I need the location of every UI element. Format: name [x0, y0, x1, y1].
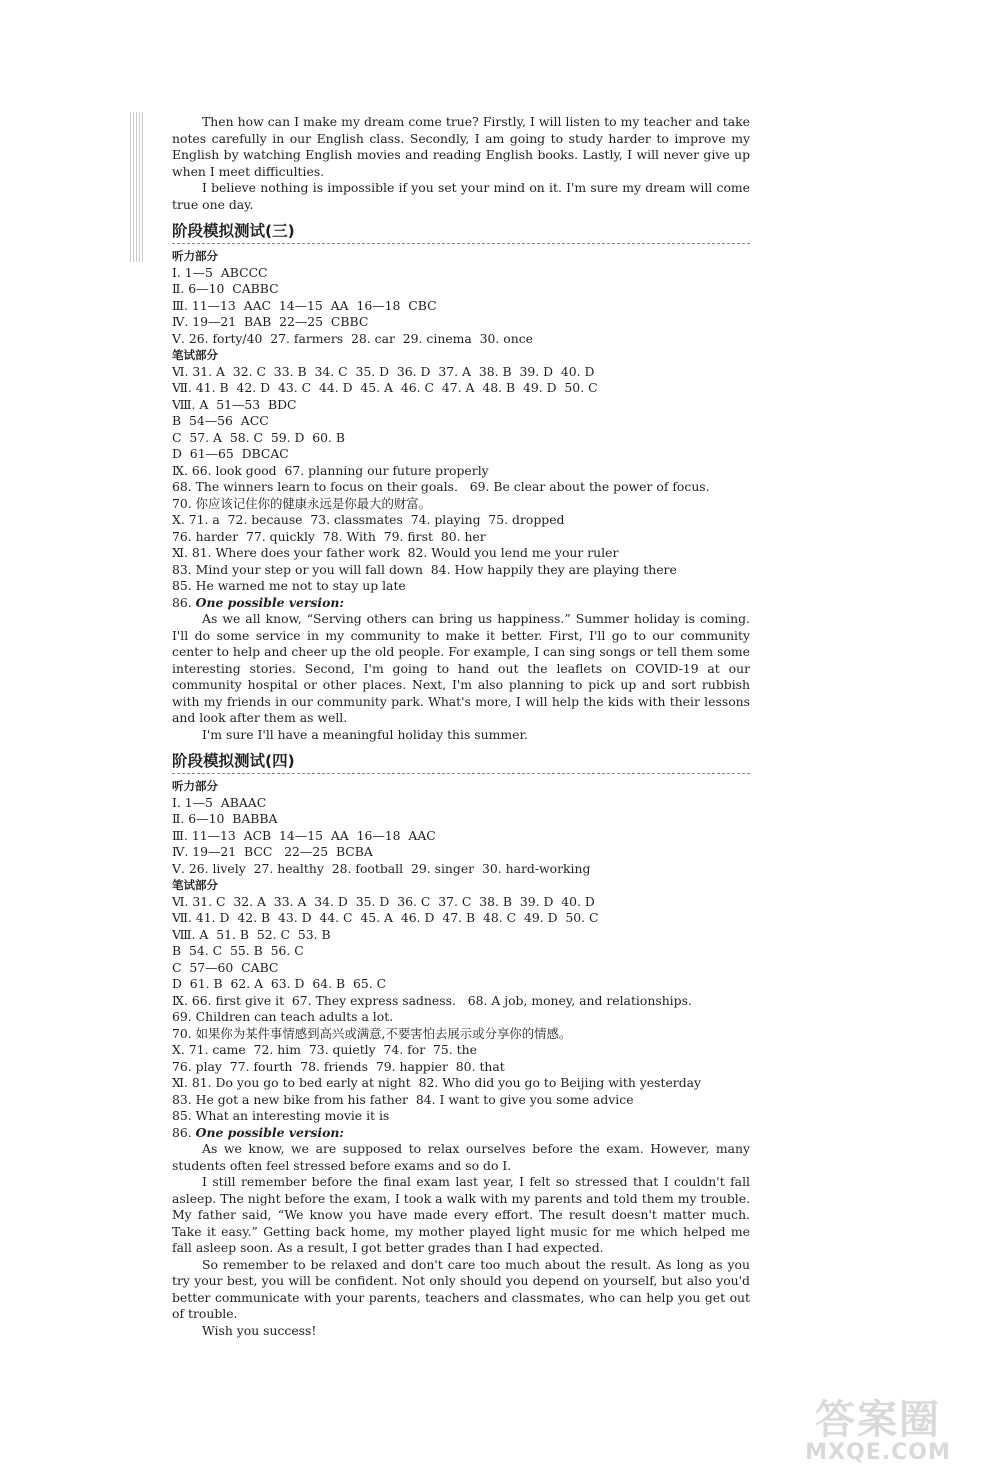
watermark-top-text: 答案圈	[815, 1397, 941, 1443]
answer-line: 76. play 77. fourth 78. friends 79. happier 80. that	[172, 1058, 505, 1074]
test-3-section	[172, 221, 750, 743]
answer-line: Ⅰ. 1—5 ABCCC	[172, 264, 268, 280]
answer-line: C 57. A 58. C 59. D 60. B	[172, 429, 346, 445]
watermark-logo	[778, 1397, 978, 1465]
answer-line: 69. Children can teach adults a lot.	[172, 1009, 394, 1024]
test-3-listening-label: 听力部分	[172, 249, 218, 263]
answer-line: Ⅷ. A 51. B 52. C 53. B	[172, 926, 331, 942]
essay-paragraph: As we know, we are supposed to relax ourselves before the exam. However, many students often feel stressed before exams and so do I.	[172, 1141, 750, 1173]
answer-line: Ⅰ. 1—5 ABAAC	[172, 794, 267, 810]
answer-line: Ⅴ. 26. lively 27. healthy 28. football 29. singer 30. hard-working	[172, 860, 591, 876]
intro-paragraph-1: Then how can I make my dream come true? Firstly, I will listen to my teacher and take notes carefully in our English class. Secondly, I am going to study harder to improve my English by watching English movies and reading English books. Lastly, I will never give up when I meet difficulties.	[172, 114, 750, 179]
answer-line: Ⅲ. 11—13 AAC 14—15 AA 16—18 CBC	[172, 297, 437, 313]
answer-line: 83. Mind your step or you will fall down 84. How happily they are playing there	[172, 561, 677, 577]
answer-line: 85. What an interesting movie it is	[172, 1108, 390, 1123]
section-divider	[172, 773, 750, 774]
test-3-title: 阶段模拟测试(三)	[172, 222, 295, 240]
essay-paragraph: I'm sure I'll have a meaningful holiday this summer.	[202, 726, 528, 742]
answer-line: 68. The winners learn to focus on their goals. 69. Be clear about the power of focus.	[172, 479, 710, 494]
answer-line: Ⅶ. 41. D 42. B 43. D 44. C 45. A 46. D 47. B 48. C 49. D 50. C	[172, 910, 599, 925]
answer-line: Ⅺ. 81. Where does your father work 82. Would you lend me your ruler	[172, 545, 619, 560]
essay-version-label: One possible version:	[195, 594, 344, 610]
essay-number: 86.	[172, 1124, 192, 1140]
answer-line: B 54—56 ACC	[172, 413, 269, 428]
answer-line: Ⅴ. 26. forty/40 27. farmers 28. car 29. cinema 30. once	[172, 330, 534, 346]
intro-paragraph-2: I believe nothing is impossible if you set your mind on it. I'm sure my dream will come true one day.	[172, 180, 750, 212]
essay-number: 86.	[172, 594, 192, 610]
answer-line: Ⅸ. 66. look good 67. planning our future properly	[172, 462, 489, 478]
test-4-listening-label: 听力部分	[172, 779, 218, 793]
answer-line: Ⅹ. 71. a 72. because 73. classmates 74. playing 75. dropped	[172, 512, 565, 527]
answer-line: Ⅵ. 31. A 32. C 33. B 34. C 35. D 36. D 37. A 38. B 39. D 40. D	[172, 363, 595, 379]
test-4-writing-label: 笔试部分	[172, 878, 218, 892]
answer-line: Ⅺ. 81. Do you go to bed early at night 82. Who did you go to Beijing with yesterday	[172, 1075, 702, 1090]
essay-heading	[172, 1125, 750, 1142]
answer-line: Ⅹ. 71. came 72. him 73. quietly 74. for 75. the	[172, 1042, 477, 1057]
answer-line: D 61. B 62. A 63. D 64. B 65. C	[172, 976, 387, 991]
answer-line: 83. He got a new bike from his father 84. I want to give you some advice	[172, 1091, 634, 1107]
answer-line: Ⅳ. 19—21 BAB 22—25 CBBC	[172, 314, 369, 329]
answer-line: C 57—60 CABC	[172, 959, 279, 975]
answer-line: Ⅷ. A 51—53 BDC	[172, 396, 297, 412]
intro-essay	[172, 114, 750, 213]
answer-line: 70. 如果你为某件事情感到高兴或满意,不要害怕去展示或分享你的情感。	[172, 1025, 572, 1041]
answer-page	[172, 114, 750, 1339]
essay-paragraph: Wish you success!	[202, 1322, 317, 1338]
answer-line: 85. He warned me not to stay up late	[172, 578, 406, 593]
margin-stripe	[130, 112, 144, 262]
answer-line: D 61—65 DBCAC	[172, 446, 289, 461]
watermark-bottom-text: MXQE.COM	[805, 1440, 951, 1465]
answer-line: Ⅱ. 6—10 BABBA	[172, 811, 278, 826]
essay-heading	[172, 595, 750, 612]
test-4-section	[172, 751, 750, 1339]
section-divider	[172, 243, 750, 244]
answer-line: Ⅱ. 6—10 CABBC	[172, 281, 279, 296]
essay-paragraph: As we all know, “Serving others can bring us happiness.” Summer holiday is coming. I'll do some service in my community to make it better. First, I'll go to our community center to help and cheer up the old people. For example, I can sing songs or tell them some interesting stories. Second, I'm going to hand out the leaflets on COVID-19 at our community hospital or other places. Next, I'm also planning to pick up and sort rubbish with my friends in our community park. What's more, I will help the kids with their lessons and look after them as well.	[172, 611, 750, 725]
test-3-writing-label: 笔试部分	[172, 348, 218, 362]
essay-paragraph: So remember to be relaxed and don't care too much about the result. As long as you try your best, you will be confident. Not only should you depend on yourself, but also you'd better communicate with your parents, teachers and classmates, who can help you get out of trouble.	[172, 1256, 750, 1321]
answer-line: 76. harder 77. quickly 78. With 79. first 80. her	[172, 528, 486, 544]
answer-line: 70. 你应该记住你的健康永远是你最大的财富。	[172, 495, 432, 511]
answer-line: Ⅳ. 19—21 BCC 22—25 BCBA	[172, 844, 373, 859]
essay-paragraph: I still remember before the final exam last year, I felt so stressed that I couldn't fall asleep. The night before the exam, I took a walk with my parents and told them my trouble. My father said, “We know you have made every effort. The result doesn't matter much. Take it easy.” Getting back home, my mother played light music for me which helped me fall asleep soon. As a result, I got better grades than I had expected.	[172, 1174, 750, 1255]
essay-version-label: One possible version:	[195, 1124, 344, 1140]
answer-line: Ⅶ. 41. B 42. D 43. C 44. D 45. A 46. C 47. A 48. B 49. D 50. C	[172, 380, 598, 395]
test-4-title: 阶段模拟测试(四)	[172, 752, 295, 770]
answer-line: Ⅸ. 66. first give it 67. They express sadness. 68. A job, money, and relationships.	[172, 992, 692, 1008]
answer-line: Ⅲ. 11—13 ACB 14—15 AA 16—18 AAC	[172, 827, 436, 843]
answer-line: B 54. C 55. B 56. C	[172, 943, 304, 958]
answer-line: Ⅵ. 31. C 32. A 33. A 34. D 35. D 36. C 37. C 38. B 39. D 40. D	[172, 893, 595, 909]
